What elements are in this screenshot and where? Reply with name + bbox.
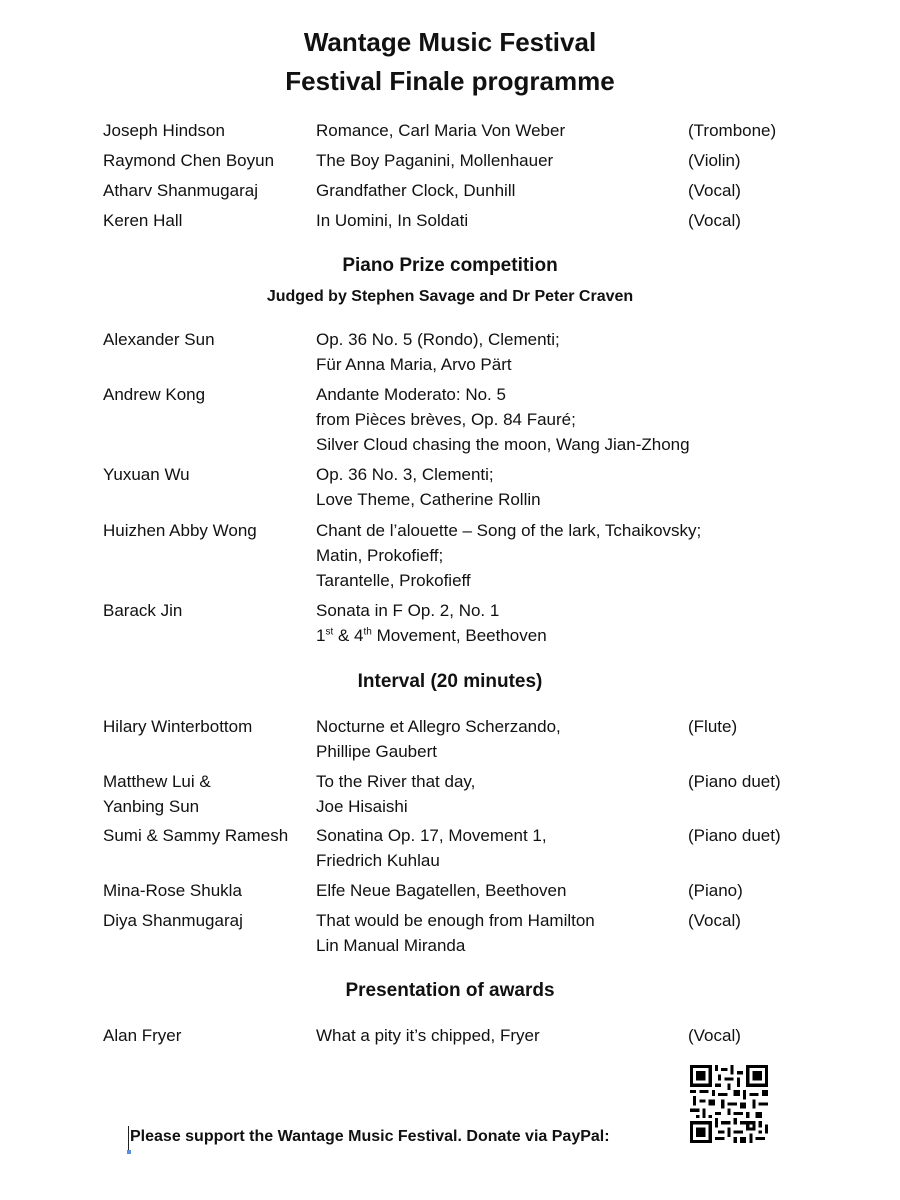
section-heading-awards: Presentation of awards xyxy=(345,980,555,1001)
instrument: (Vocal) xyxy=(688,911,741,930)
instrument: (Vocal) xyxy=(688,211,741,230)
piece: Nocturne et Allegro Scherzando, Phillipe Gaubert xyxy=(316,717,561,761)
piece: That would be enough from Hamilton Lin Manual Miranda xyxy=(316,911,595,955)
performer: Mina-Rose Shukla xyxy=(103,881,242,900)
instrument: (Vocal) xyxy=(688,181,741,200)
piece: Andante Moderato: No. 5 from Pièces brèves, Op. 84 Fauré; Silver Cloud chasing the moon, Wang Jian-Zhong xyxy=(316,385,690,454)
performer: Sumi & Sammy Ramesh xyxy=(103,826,289,845)
instrument: (Piano) xyxy=(688,881,743,900)
section-heading-piano-prize: Piano Prize competition xyxy=(342,255,558,276)
judges-line: Judged by Stephen Savage and Dr Peter Craven xyxy=(266,288,634,305)
section-heading-interval: Interval (20 minutes) xyxy=(357,671,543,692)
qr-code-icon[interactable] xyxy=(690,1065,768,1143)
donation-line: Please support the Wantage Music Festival. Donate via PayPal: xyxy=(130,1128,610,1145)
performer: Joseph Hindson xyxy=(103,121,225,140)
performer: Hilary Winterbottom xyxy=(103,717,253,736)
instrument: (Piano duet) xyxy=(688,826,781,845)
piece: In Uomini, In Soldati xyxy=(316,211,469,230)
piece: Romance, Carl Maria Von Weber xyxy=(316,121,566,140)
document-title: Wantage Music Festival xyxy=(303,27,597,57)
performer: Barack Jin xyxy=(103,601,183,620)
piece: The Boy Paganini, Mollenhauer xyxy=(316,151,554,170)
performer: Matthew Lui & Yanbing Sun xyxy=(103,772,211,816)
instrument: (Flute) xyxy=(688,717,738,736)
performer: Atharv Shanmugaraj xyxy=(103,181,258,200)
piece: What a pity it’s chipped, Fryer xyxy=(316,1026,540,1045)
instrument: (Violin) xyxy=(688,151,741,170)
performer: Andrew Kong xyxy=(103,385,206,404)
instrument: (Trombone) xyxy=(688,121,777,140)
piece: Chant de l’alouette – Song of the lark, Tchaikovsky; Matin, Prokofieff; Tarantelle, Prokofieff xyxy=(316,521,702,590)
performer: Yuxuan Wu xyxy=(103,465,190,484)
document-subtitle: Festival Finale programme xyxy=(285,66,615,96)
piece: Grandfather Clock, Dunhill xyxy=(316,181,516,200)
performer: Huizhen Abby Wong xyxy=(103,521,257,540)
text-cursor xyxy=(128,1126,129,1152)
piece: To the River that day, Joe Hisaishi xyxy=(316,772,476,816)
performer: Diya Shanmugaraj xyxy=(103,911,243,930)
performer: Alan Fryer xyxy=(103,1026,182,1045)
piece: Op. 36 No. 3, Clementi; Love Theme, Catherine Rollin xyxy=(316,465,541,509)
performer: Keren Hall xyxy=(103,211,183,230)
performer: Alexander Sun xyxy=(103,330,215,349)
instrument: (Vocal) xyxy=(688,1026,741,1045)
piece: Sonatina Op. 17, Movement 1, Friedrich Kuhlau xyxy=(316,826,547,870)
cursor-marker xyxy=(127,1150,131,1154)
piece: Sonata in F Op. 2, No. 1 1st & 4th Movement, Beethoven xyxy=(316,598,686,648)
movement-line: 1st & 4th Movement, Beethoven xyxy=(316,626,547,645)
performer: Raymond Chen Boyun xyxy=(103,151,275,170)
instrument: (Piano duet) xyxy=(688,772,781,791)
piece: Elfe Neue Bagatellen, Beethoven xyxy=(316,881,567,900)
piece: Op. 36 No. 5 (Rondo), Clementi; Für Anna Maria, Arvo Pärt xyxy=(316,330,560,374)
